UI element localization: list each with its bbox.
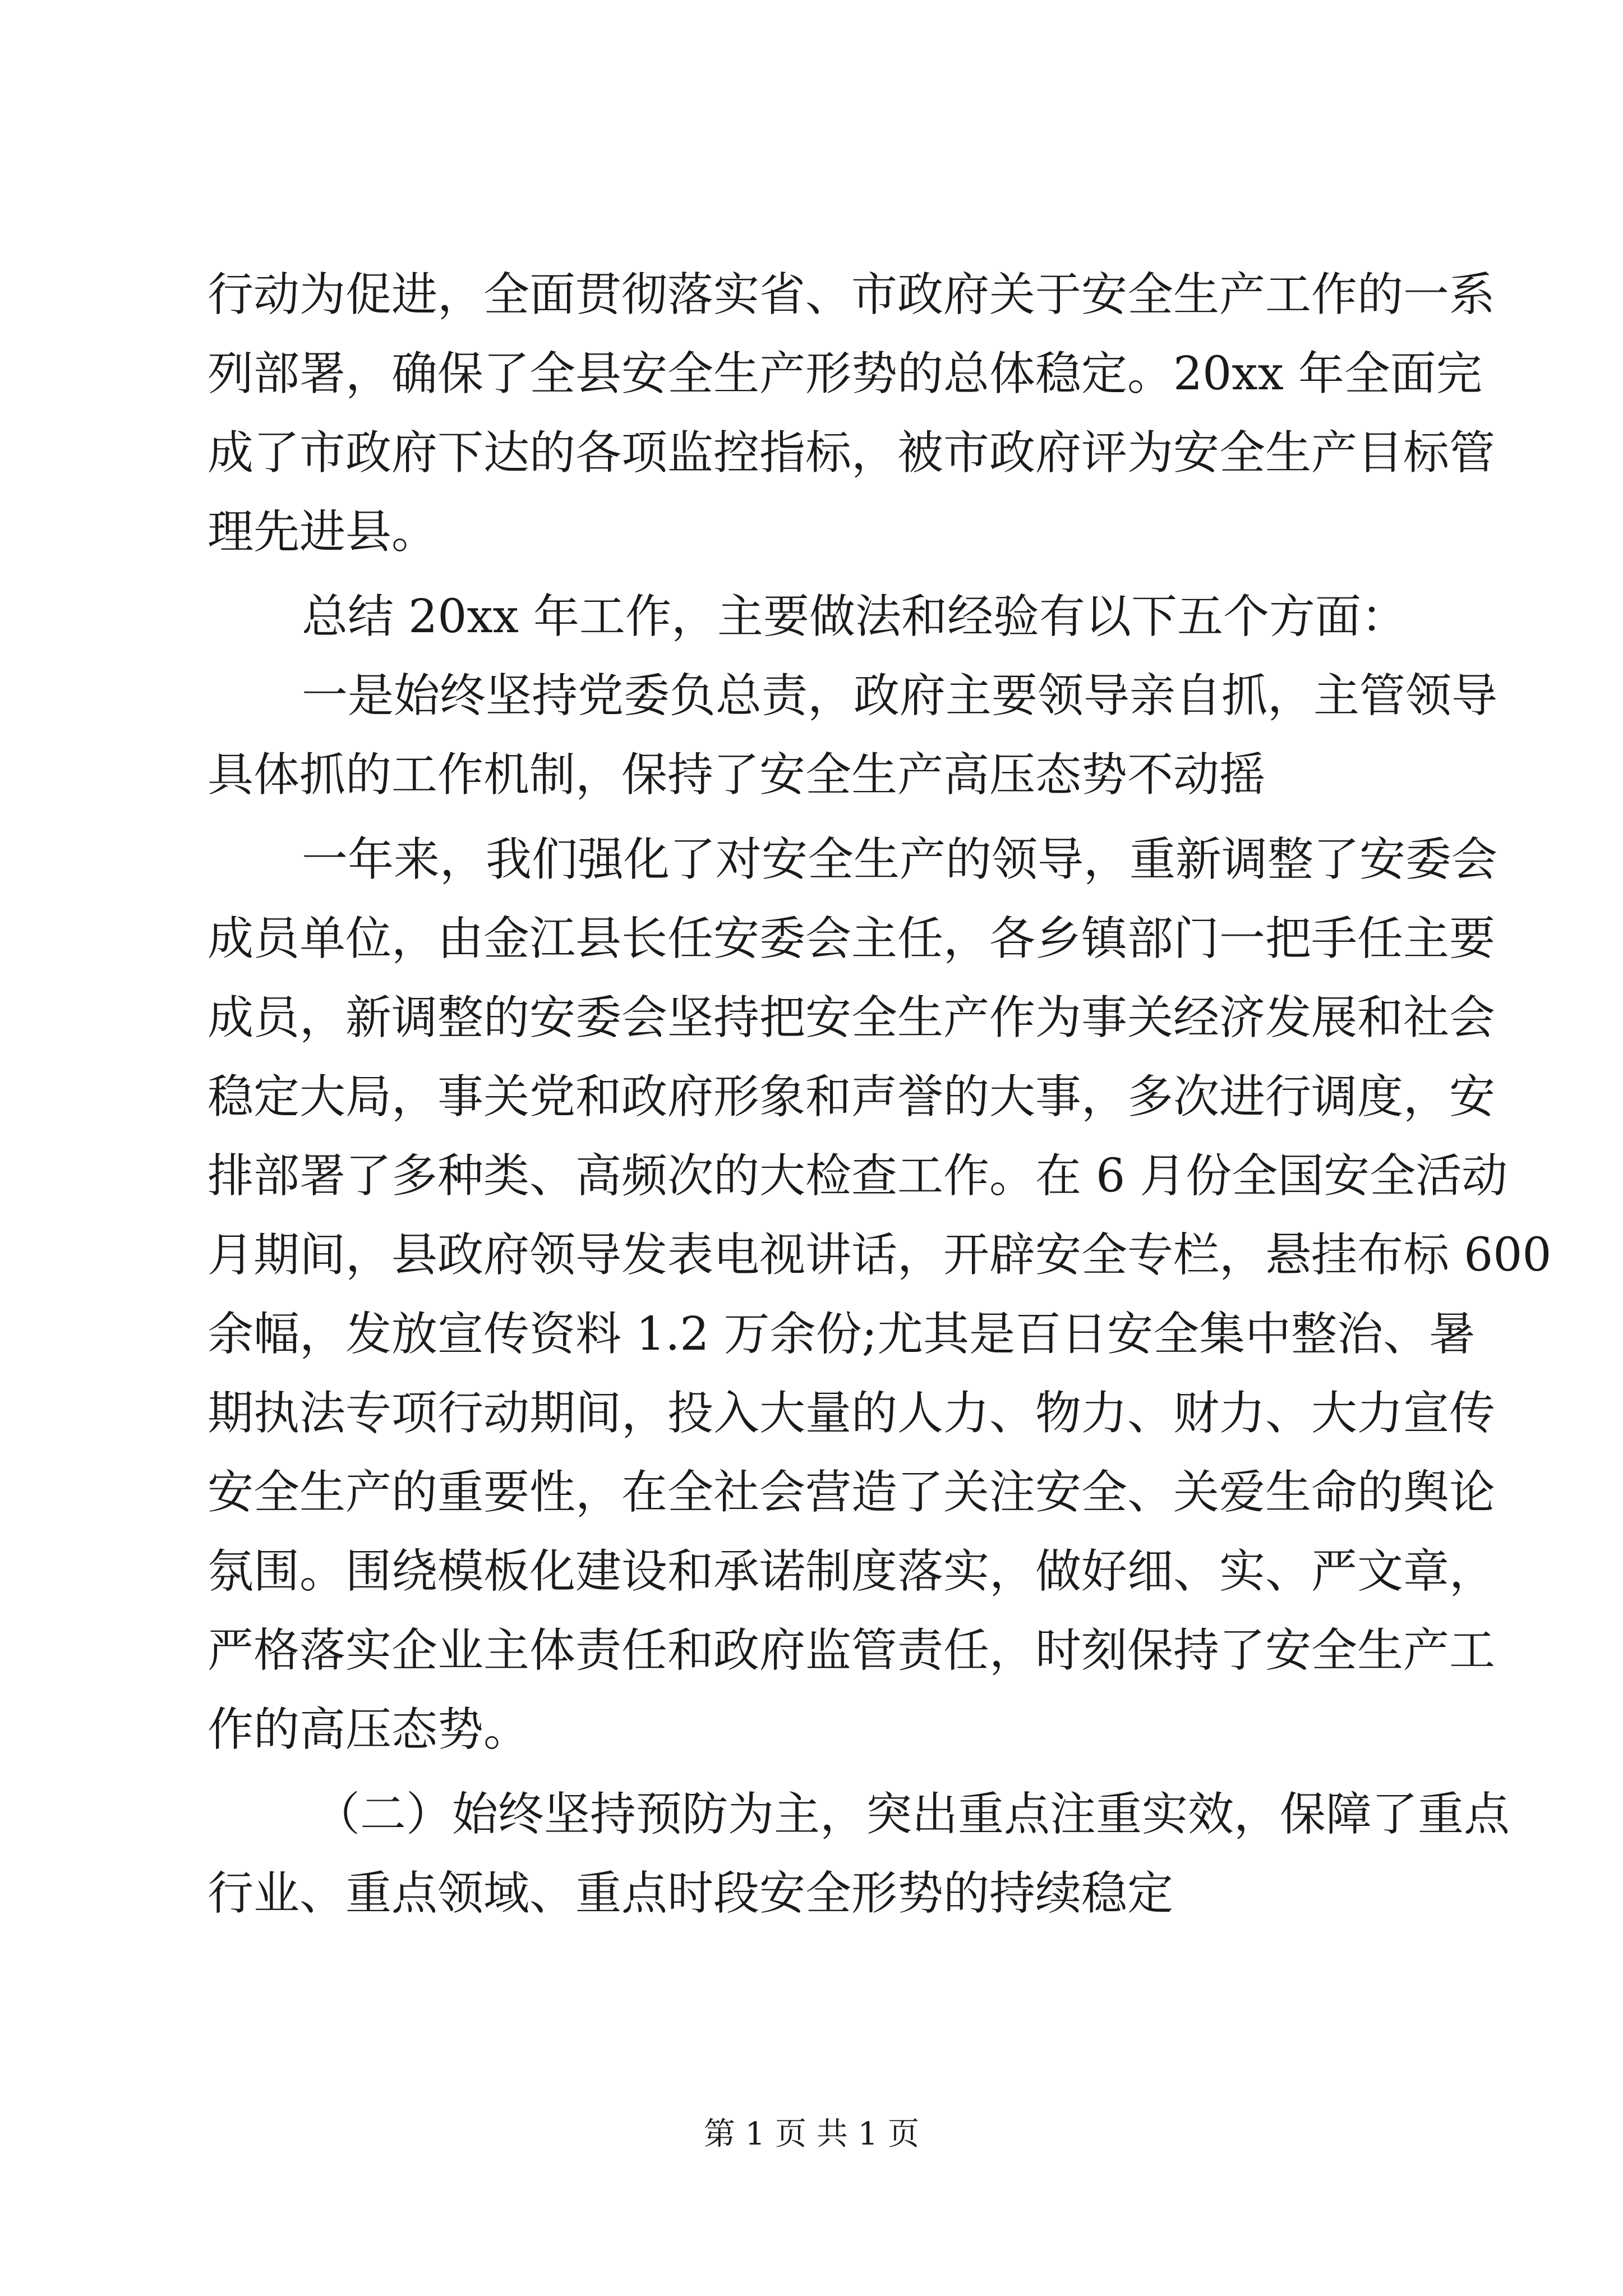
paragraph-line: 严格落实企业主体责任和政府监管责任，时刻保持了安全生产工 [208, 1624, 1496, 1677]
paragraph-line: 月期间，县政府领导发表电视讲话，开辟安全专栏，悬挂布标 600 [208, 1228, 1552, 1282]
document-body [208, 255, 1552, 1933]
paragraph-line: 作的高压态势。 [208, 1703, 530, 1756]
section-heading-line: （二）始终坚持预防为主，突出重点注重实效，保障了重点 [314, 1788, 1510, 1841]
section-heading-line: 行业、重点领域、重点时段安全形势的持续稳定 [208, 1867, 1174, 1920]
paragraph-line: 排部署了多种类、高频次的大检查工作。在 6 月份全国安全活动 [208, 1149, 1508, 1203]
paragraph-line: 余幅，发放宣传资料 1.2 万余份;尤其是百日安全集中整治、暑 [208, 1308, 1476, 1361]
paragraph-line: 理先进县。 [208, 505, 438, 559]
paragraph-line: 行动为促进，全面贯彻落实省、市政府关于安全生产工作的一系 [208, 268, 1496, 321]
paragraph-line: 成员单位，由金江县长任安委会主任，各乡镇部门一把手任主要 [208, 912, 1496, 965]
paragraph-line: 安全生产的重要性，在全社会营造了关注安全、关爱生命的舆论 [208, 1466, 1496, 1519]
paragraph-line: 一是始终坚持党委负总责，政府主要领导亲自抓，主管领导 [302, 669, 1498, 723]
paragraph-line: 一年来，我们强化了对安全生产的领导，重新调整了安委会 [302, 833, 1498, 886]
paragraph-line: 成员，新调整的安委会坚持把安全生产作为事关经济发展和社会 [208, 991, 1496, 1045]
page-footer: 第 1 页 共 1 页 [703, 2116, 920, 2152]
paragraph-line: 稳定大局，事关党和政府形象和声誉的大事，多次进行调度，安 [208, 1070, 1496, 1124]
paragraph-line: 总结 20xx 年工作，主要做法和经验有以下五个方面： [302, 590, 1407, 643]
paragraph-line: 具体抓的工作机制，保持了安全生产高压态势不动摇 [208, 748, 1266, 802]
paragraph-line: 成了市政府下达的各项监控指标，被市政府评为安全生产目标管 [208, 426, 1496, 480]
paragraph-line: 氛围。围绕模板化建设和承诺制度落实，做好细、实、严文章， [208, 1545, 1496, 1598]
paragraph-line: 期执法专项行动期间，投入大量的人力、物力、财力、大力宣传 [208, 1387, 1496, 1440]
paragraph-line: 列部署，确保了全县安全生产形势的总体稳定。20xx 年全面完 [208, 347, 1482, 401]
